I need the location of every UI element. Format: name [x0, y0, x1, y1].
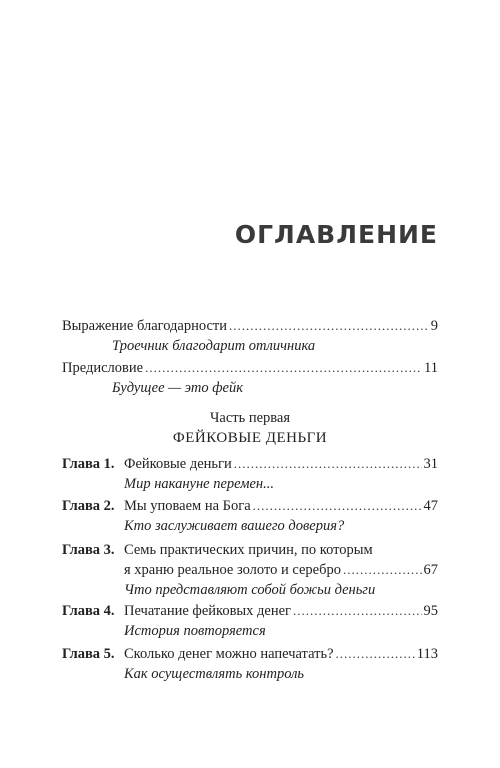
chapter-label: Глава 3.	[62, 542, 115, 558]
entry-title: Печатание фейковых денег	[124, 603, 291, 619]
page-number: 9	[430, 318, 438, 334]
entry-subtitle: Как осуществлять контроль	[124, 666, 305, 682]
entry-subtitle: Троечник благодарит отличника	[112, 338, 316, 354]
part-label: Часть первая	[209, 410, 291, 426]
toc-entry-chapter-4[interactable]	[62, 601, 438, 641]
entry-subtitle: История повторяется	[124, 623, 266, 639]
entry-subtitle: Что представляют собой божьи деньги	[124, 582, 376, 598]
dot-leader	[229, 316, 429, 336]
entry-title-line1: Семь практических причин, по которым	[124, 542, 373, 558]
entry-title: Предисловие	[62, 360, 144, 376]
chapter-label: Глава 5.	[62, 646, 115, 662]
page-number: 113	[416, 646, 438, 662]
toc-entry-acknowledgements[interactable]	[62, 316, 438, 356]
page-number: 95	[423, 603, 438, 619]
entry-subtitle: Будущее — это фейк	[112, 380, 243, 396]
toc-entry-chapter-5[interactable]	[62, 644, 438, 684]
chapter-label: Глава 2.	[62, 498, 115, 514]
entry-title: Фейковые деньги	[124, 456, 232, 472]
entry-subtitle: Мир накануне перемен...	[124, 476, 274, 492]
toc-entry-chapter-3[interactable]	[62, 540, 438, 600]
chapter-label: Глава 1.	[62, 456, 115, 472]
dot-leader	[293, 601, 422, 621]
dot-leader	[145, 358, 422, 378]
part-title: ФЕЙКОВЫЕ ДЕНЬГИ	[172, 430, 328, 446]
page-number: 31	[423, 456, 438, 472]
toc-heading: ОГЛАВЛЕНИЕ	[234, 220, 438, 249]
entry-title: Сколько денег можно напечатать?	[124, 646, 334, 662]
dot-leader	[253, 496, 422, 516]
dot-leader	[343, 560, 422, 580]
page-number: 67	[423, 562, 438, 578]
toc-entry-chapter-2[interactable]	[62, 496, 438, 536]
entry-title: Выражение благодарности	[62, 318, 228, 334]
dot-leader	[336, 644, 415, 664]
page-number: 11	[424, 360, 438, 376]
chapter-label: Глава 4.	[62, 603, 115, 619]
entry-title: Мы уповаем на Бога	[124, 498, 251, 514]
dot-leader	[234, 454, 422, 474]
entry-subtitle: Кто заслуживает вашего доверия?	[124, 518, 345, 534]
toc-entry-chapter-1[interactable]	[62, 454, 438, 494]
page-number: 47	[423, 498, 438, 514]
toc-entry-preface[interactable]	[62, 358, 438, 398]
entry-title: я храню реальное золото и серебро	[124, 562, 341, 578]
